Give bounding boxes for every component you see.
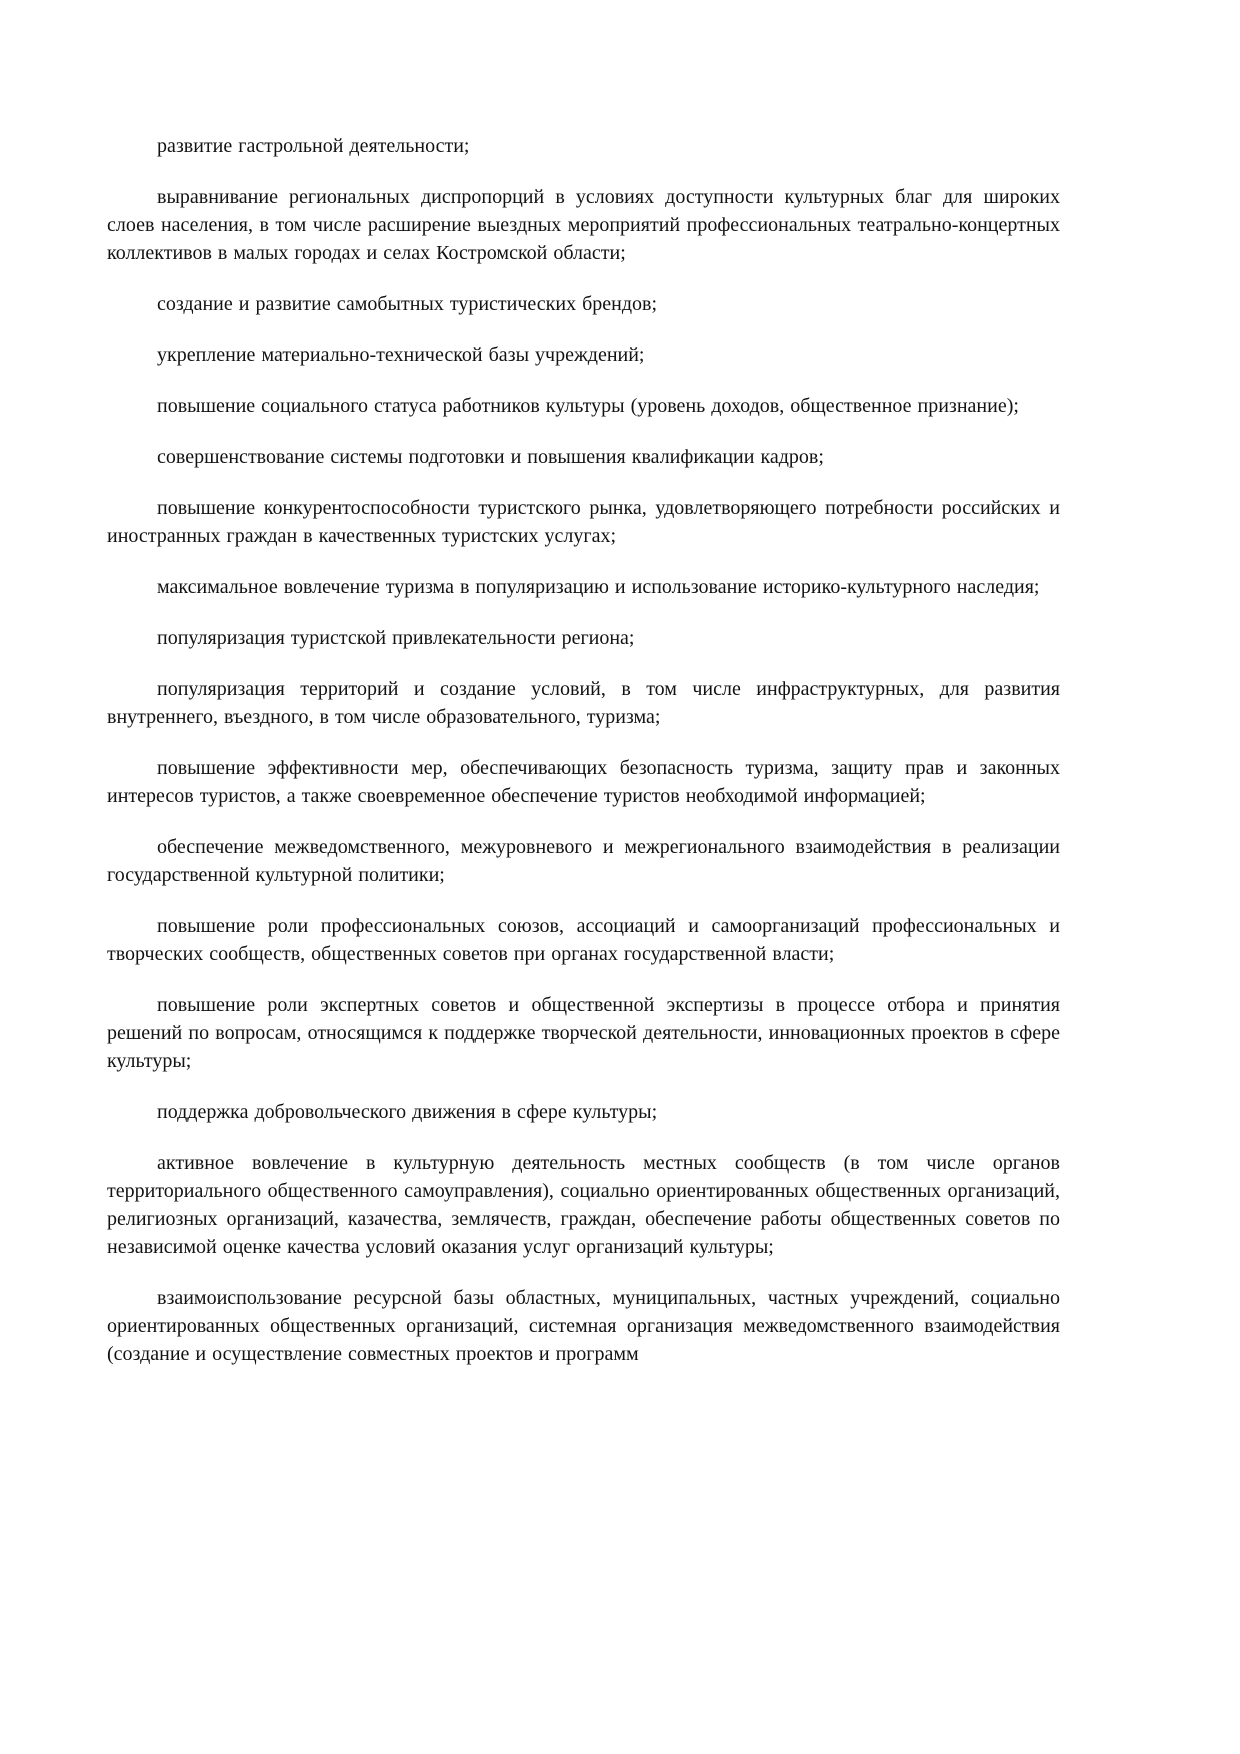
- paragraph: повышение роли профессиональных союзов, ассоциаций и самоорганизаций профессиональных и творческих сообществ, общественных советов при органах государственной власти;: [107, 915, 1060, 965]
- paragraph: развитие гастрольной деятельности;: [157, 135, 470, 157]
- paragraph: поддержка добровольческого движения в сфере культуры;: [157, 1101, 658, 1123]
- paragraph: активное вовлечение в культурную деятельность местных сообществ (в том числе органов территориального общественного самоуправления), социально ориентированных общественных организаций, религиозных организаций, казачества, землячеств, граждан, обеспечение работы общественных советов по независимой оценке качества условий оказания услуг организаций культуры;: [107, 1152, 1060, 1258]
- paragraph: обеспечение межведомственного, межуровневого и межрегионального взаимодействия в реализации государственной культурной политики;: [107, 836, 1060, 886]
- paragraph: повышение социального статуса работников культуры (уровень доходов, общественное признание);: [157, 395, 1019, 417]
- paragraph: максимальное вовлечение туризма в популяризацию и использование историко-культурного наследия;: [157, 576, 1040, 598]
- paragraph: выравнивание региональных диспропорций в условиях доступности культурных благ для широких слоев населения, в том числе расширение выездных мероприятий профессиональных театрально-концертных коллективов в малых городах и селах Костромской области;: [107, 186, 1060, 264]
- paragraph: популяризация туристской привлекательности региона;: [157, 627, 635, 649]
- paragraph: совершенствование системы подготовки и повышения квалификации кадров;: [157, 446, 824, 468]
- paragraph: взаимоиспользование ресурсной базы областных, муниципальных, частных учреждений, социально ориентированных общественных организаций, системная организация межведомственного взаимодействия (создание и осуществление совместных проектов и программ: [107, 1287, 1060, 1365]
- paragraph: создание и развитие самобытных туристических брендов;: [157, 293, 658, 315]
- paragraph: повышение конкурентоспособности туристского рынка, удовлетворяющего потребности российских и иностранных граждан в качественных туристских услугах;: [107, 497, 1060, 547]
- paragraph: укрепление материально-технической базы учреждений;: [157, 344, 645, 366]
- paragraph: повышение роли экспертных советов и общественной экспертизы в процессе отбора и принятия решений по вопросам, относящимся к поддержке творческой деятельности, инновационных проектов в сфере культуры;: [107, 994, 1060, 1072]
- paragraph: популяризация территорий и создание условий, в том числе инфраструктурных, для развития внутреннего, въездного, в том числе образовательного, туризма;: [107, 678, 1060, 728]
- document-body: [107, 132, 1060, 1368]
- paragraph: повышение эффективности мер, обеспечивающих безопасность туризма, защиту прав и законных интересов туристов, а также своевременное обеспечение туристов необходимой информацией;: [107, 757, 1060, 807]
